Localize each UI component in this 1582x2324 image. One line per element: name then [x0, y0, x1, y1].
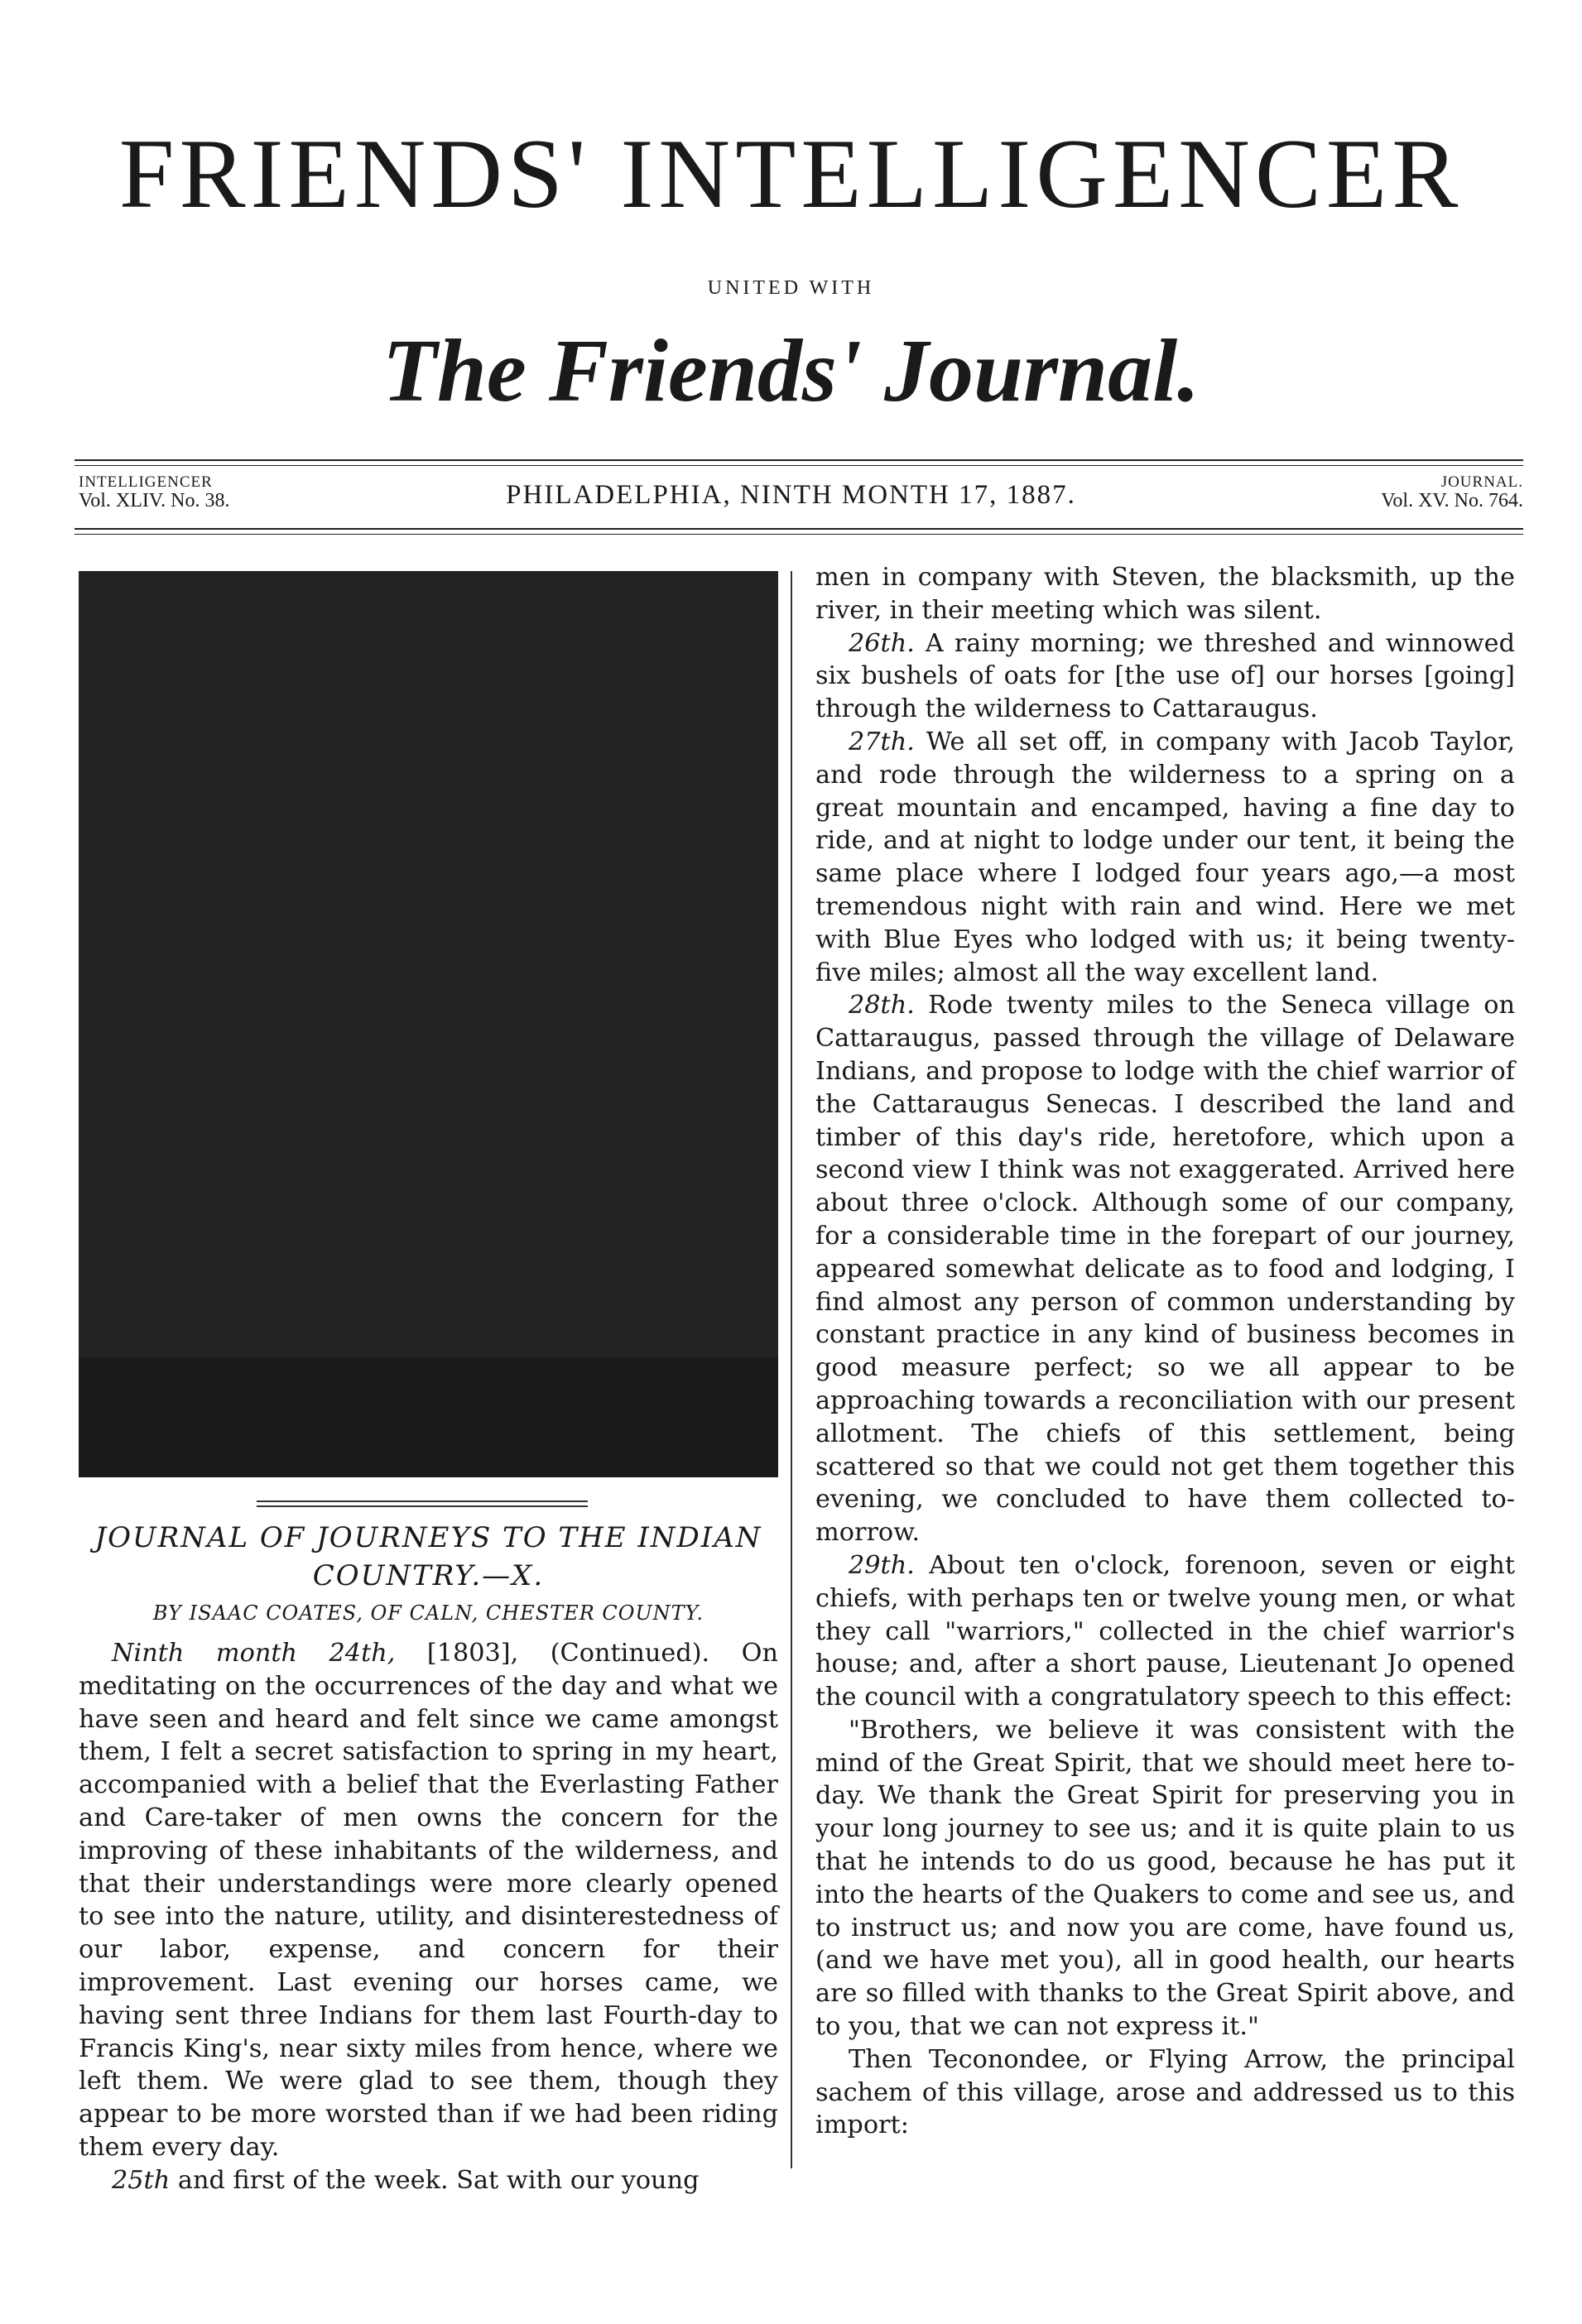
portrait-image — [79, 571, 778, 1477]
article-title-line: JOURNAL OF JOURNEYS TO THE INDIAN — [94, 1521, 762, 1554]
column-divider — [791, 571, 792, 2168]
right-column — [815, 561, 1515, 2142]
entry-date: 27th. — [849, 727, 915, 756]
dateline-rule-thin — [75, 534, 1523, 535]
article-byline: BY ISAAC COATES, OF CALN, CHESTER COUNTY. — [152, 1601, 704, 1625]
paragraph — [815, 726, 1515, 989]
article-separator-rule — [257, 1505, 588, 1507]
united-with-label: UNITED WITH — [707, 277, 875, 299]
entry-date: 26th. — [849, 628, 915, 658]
journal-subtitle: The Friends' Journal. — [382, 322, 1200, 420]
paragraph — [815, 627, 1515, 726]
masthead-title: FRIENDS' INTELLIGENCER — [118, 118, 1464, 228]
portrait-image-lower-band — [79, 1357, 778, 1477]
dateline-rule — [75, 528, 1523, 530]
journal-vol: Vol. XV. No. 764. — [1381, 490, 1523, 511]
paragraph-text: We all set off, in company with Jacob Taylor, and rode through the wilderness to a spring on a great mountain and encamped, having a fine day to ride, and at night to lodge under our tent, it being the same place where I lodged four years ago,—a most tremendous night with rain and wind. Here we met with Blue Eyes who lodged with us; it being twenty-five miles; almost all the way excellent land. — [815, 727, 1515, 987]
paragraph — [79, 2164, 778, 2197]
article-separator-rule — [257, 1501, 588, 1502]
entry-date: 25th — [112, 2165, 171, 2195]
paragraph-text: and first of the week. Sat with our young — [170, 2165, 700, 2195]
entry-date: 29th. — [849, 1550, 915, 1580]
paragraph — [815, 2043, 1515, 2142]
paragraph — [815, 561, 1515, 627]
article-title — [79, 1519, 778, 1595]
entry-date: 28th. — [849, 991, 915, 1020]
paragraph — [815, 1714, 1515, 2043]
paragraph-text: Then Teconondee, or Flying Arrow, the principal sachem of this village, arose and addressed us to this import: — [815, 2044, 1515, 2140]
paragraph — [815, 989, 1515, 1549]
left-column — [79, 1637, 778, 2197]
paragraph-text: [1803], (Continued). On meditating on the occurrences of the day and what we have seen and heard and felt since we came amongst them, I felt a secret satisfaction to spring in my heart, accompanied with a belief that the Everlasting Father and Care-taker of men owns the concern for the improving of these inhabitants of the wilderness, and that their understandings were more clearly opened to see into the nature, utility, and disinterestedness of our labor, expense, and concern for their improvement. Last evening our horses came, we having sent three Indians for them last Fourth-day to Francis King's, near sixty miles from hence, where we left them. We were glad to see them, though they appear to be more worsted than if we had been riding them every day. — [79, 1639, 778, 2162]
paragraph — [815, 1549, 1515, 1714]
entry-date: Ninth month 24th, — [112, 1639, 396, 1668]
intelligencer-label: INTELLIGENCER — [79, 473, 213, 491]
paragraph-text: Rode twenty miles to the Seneca village on Cattaraugus, passed through the village of Delaware Indians, and propose to lodge with the chief warrior of the Cattaraugus Senecas. I described the land and timber of this day's ride, heretofore, which upon a second view I think was not exaggerated. Arrived here about three o'clock. Although some of our company, for a considerable time in the forepart of our journey, appeared somewhat delicate as to food and lodging, I find almost any person of common understanding by constant practice in any kind of business becomes in good measure perfect; so we all appear to be approaching towards a reconciliation with our present allotment. The chiefs of this settlement, being scattered so that we could not get them together this evening, we concluded to have them collected to-morrow. — [815, 991, 1515, 1548]
journal-label: JOURNAL. — [1440, 473, 1523, 491]
intelligencer-vol: Vol. XLIV. No. 38. — [79, 490, 230, 511]
paragraph-text: men in company with Steven, the blacksmith, up the river, in their meeting which was silent. — [815, 563, 1515, 625]
paragraph-text: About ten o'clock, forenoon, seven or eight chiefs, with perhaps ten or twelve young men, or what they call "warriors," collected in the chief warrior's house; and, after a short pause, Lieutenant Jo opened the council with a congratulatory speech to this effect: — [815, 1550, 1515, 1712]
paragraph — [79, 1637, 778, 2164]
top-rule — [75, 459, 1523, 461]
article-title-line: COUNTRY.—X. — [312, 1559, 545, 1592]
top-rule-thin — [75, 465, 1523, 466]
journal-volume — [1275, 473, 1523, 510]
paragraph-text: A rainy morning; we threshed and winnowed six bushels of oats for [the use of] our horses [going] through the wilderness to Cattaraugus. — [815, 628, 1515, 724]
dateline: PHILADELPHIA, NINTH MONTH 17, 1887. — [506, 480, 1076, 510]
paragraph-text: "Brothers, we believe it was consistent with the mind of the Great Spirit, that we should meet here to-day. We thank the Great Spirit for preserving you in your long journey to see us; and it is quite plain to us that he intends to do us good, because he has put it into the hearts of the Quakers to come and see us, and to instruct us; and now you are come, have found us, (and we have met you), all in good health, our hearts are so filled with thanks to the Great Spirit above, and to you, that we can not express it." — [815, 1715, 1515, 2042]
